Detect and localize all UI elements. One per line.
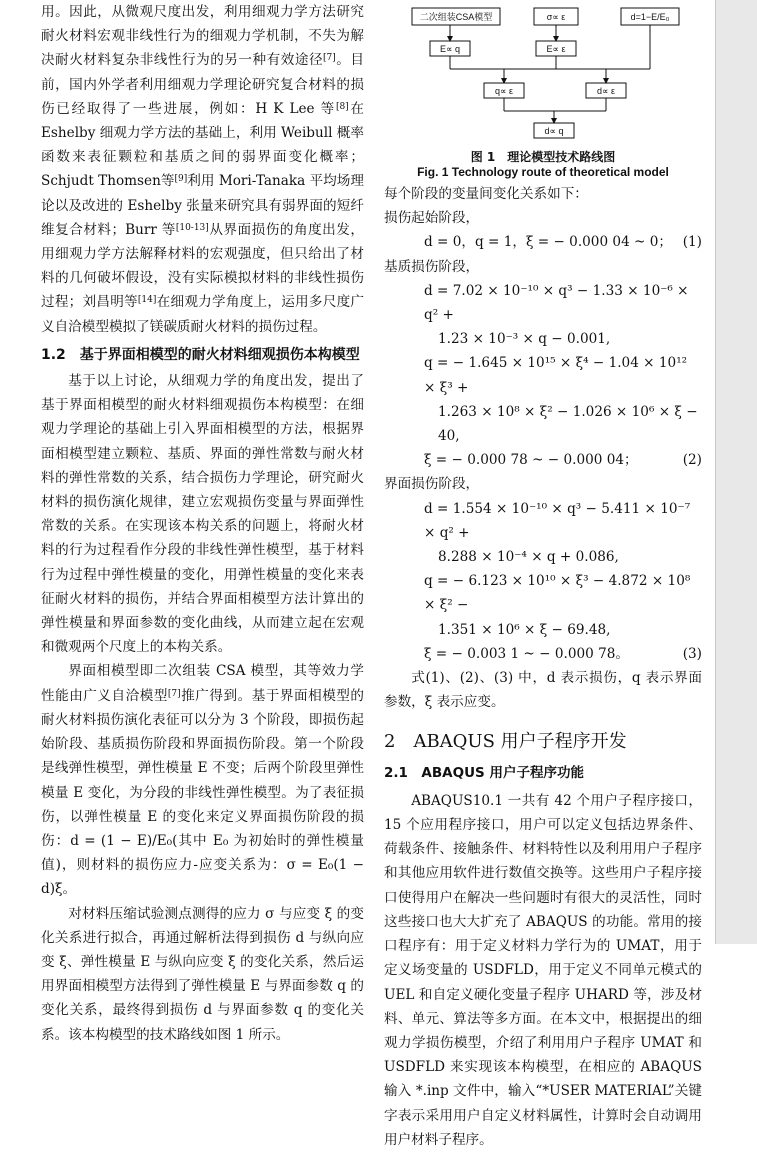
box-label: q∝ ε bbox=[495, 86, 513, 96]
box-label: d=1−E/E₀ bbox=[630, 12, 670, 22]
paragraph-fitting: 对材料压缩试验测点测得的应力 σ 与应变 ξ 的变化关系进行拟合，再通过解析法得到损伤 d 与纵向应变 ξ、弹性模量 E 与纵向应变 ξ 的变化关系，然后运用界面相模型方法得到了弹性模量 E 与界面参数 q 的变化关系，最终得到损伤 d 与界面参数 q 的变化关系。该本构模型的技术路线如图 1 所示。 bbox=[41, 905, 364, 1043]
stage-label: 界面损伤阶段， bbox=[384, 476, 480, 493]
citation: [14] bbox=[137, 295, 157, 306]
equation-3-line: d = 1.554 × 10⁻¹⁰ × q³ − 5.411 × 10⁻⁷ × q² + bbox=[424, 500, 691, 541]
box-label: E∝ ε bbox=[546, 44, 566, 54]
box-label: d∝ q bbox=[544, 126, 564, 136]
paragraph-interface-model: 界面相模型即二次组装 CSA 模型，其等效力学性能由广义自洽模型[7]推广得到。基于界面相模型的耐火材料损伤演化表征可以分为 3 个阶段，即损伤起始阶段、基质损伤阶段和界面损伤阶段。第一个阶段是线弹性模型，弹性模量 E 不变；后两个阶段里弹性模量 E 变化，为分段的非线性弹性模型。为了表征损伤，以弹性模量 E 的变化来定义界面损伤阶段的损伤：d = (1 − E)/E₀(其中 E₀ 为初始时的弹性模量值)，则材料的损伤应力-应变关系为：σ = E₀(1 − d)ξ。 bbox=[41, 663, 365, 898]
figure-caption bbox=[384, 150, 702, 180]
equation-2-line: ξ = − 0.000 78 ~ − 0.000 04； (2) bbox=[424, 452, 702, 469]
citation: [7] bbox=[167, 688, 181, 699]
citation: [8] bbox=[335, 101, 349, 112]
equation-2-line: q = − 1.645 × 10¹⁵ × ξ⁴ − 1.04 × 10¹² × ξ³ + bbox=[424, 355, 688, 396]
citation: [9] bbox=[174, 174, 188, 185]
caption-en: Fig. 1 Technology route of theoretical model bbox=[417, 165, 669, 179]
equation-3-line: 8.288 × 10⁻⁴ × q + 0.086, bbox=[438, 549, 619, 566]
equation-2-line: d = 7.02 × 10⁻¹⁰ × q³ − 1.33 × 10⁻⁶ × q² + bbox=[424, 282, 689, 324]
equation-3-line: q = − 6.123 × 10¹⁰ × ξ³ − 4.872 × 10⁸ × ξ² − bbox=[424, 573, 691, 614]
section-heading-2-1: 2.1 ABAQUS 用户子程序功能 bbox=[384, 764, 584, 781]
section-heading-2: 2 ABAQUS 用户子程序开发 bbox=[384, 731, 627, 753]
stage-intro: 每个阶段的变量间变化关系如下： bbox=[384, 186, 588, 202]
paragraph-model: 基于以上讨论，从细观力学的角度出发，提出了基于界面相模型的耐火材料细观损伤本构模型：在细观力学理论的基础上引入界面相模型的方法，根据界面相模型建立颗粒、基质、界面的弹性常数与耐火材料的弹性常数的关系，结合损伤力学理论，研究耐火材料的损伤演化规律，建立宏观损伤变量与界面弹性常数的关系。在实现该本构关系的问题上，将耐火材料的行为过程看作分段的非线性弹性模型，基于材料行为过程中弹性模量的变化，用弹性模量的变化来表征耐火材料的损伤，并结合界面相模型方法计算出的弹性模量和界面参数的变化曲线，从而建立起在宏观和微观两个尺度上的本构关系。 bbox=[41, 373, 364, 656]
caption-zh: 图 1 理论模型技术路线图 bbox=[470, 150, 616, 164]
section-heading-1-2: 1.2 基于界面相模型的耐火材料细观损伤本构模型 bbox=[41, 346, 360, 363]
equation-2-line: 1.263 × 10⁸ × ξ² − 1.026 × 10⁶ × ξ − 40, bbox=[438, 403, 698, 445]
paragraph-intro: 用。因此，从微观尺度出发，利用细观力学方法研究耐火材料宏观非线性行为的细观力学机制，不失为解决耐火材料复杂非线性行为的另一种有效途径[7]。目前，国内外学者利用细观力学理论研究复合材料的损伤已经取得了一些进展，例如：H K Lee 等[8]在 Eshelby 细观力学方法的基础上，利用 Weibull 概率函数来表征颗粒和基质之间的弱界面变化概率；Schjudt Thomsen等[9]利用 Mori-Tanaka 平均场理论以及改进的 Eshelby 张量来研究具有弱界面的短纤维复合材料；Burr 等[10-13]从界面损伤的角度出发，用细观力学方法解释材料的宏观强度，但只给出了材料的几何破坏假设，没有实际模拟材料的非线性损伤过程；刘昌明等[14]在细观力学角度上，运用多尺度广义自洽模型模拟了镁碳质耐火材料的损伤过程。 bbox=[41, 4, 365, 335]
window-frame-edge bbox=[715, 0, 757, 944]
equation-3-line: ξ = − 0.003 1 ~ − 0.000 78。 (3) bbox=[424, 645, 702, 662]
box-label: σ∝ ε bbox=[546, 12, 566, 22]
paragraph-symbols: 式(1)、(2)、(3) 中，d 表示损伤，q 表示界面参数，ξ 表示应变。 bbox=[384, 670, 702, 711]
stage-label: 损伤起始阶段， bbox=[384, 210, 480, 227]
equation-1: d = 0，q = 1，ξ = − 0.000 04 ~ 0； (1) bbox=[424, 234, 702, 251]
technology-route-diagram bbox=[384, 4, 702, 154]
stage-label: 基质损伤阶段， bbox=[384, 258, 480, 275]
equation-2-line: 1.23 × 10⁻³ × q − 0.001, bbox=[438, 331, 611, 348]
right-column bbox=[384, 182, 702, 1152]
box-label: 二次组装CSA模型 bbox=[419, 12, 493, 22]
left-column bbox=[41, 0, 364, 1047]
box-label: d∝ ε bbox=[597, 86, 615, 96]
paragraph-abaqus: ABAQUS10.1 一共有 42 个用户子程序接口，15 个应用程序接口，用户可以定义包括边界条件、荷载条件、接触条件、材料特性以及利用用户子程序和其他应用软件进行数值交换等。这些用户子程序接口使得用户在解决一些问题时有很大的灵活性，同时这些接口也大大扩充了 ABAQUS 的功能。常用的接口程序有：用于定义材料力学行为的 UMAT，用于定义场变量的 USDFLD，用于定义不同单元模式的 UEL 和自定义硬化变量子程序 UHARD 等，涉及材料、单元、算法等多方面。在本文中，根据提出的细观力学损伤模型，介绍了利用用户子程序 UMAT 和 USDFLD 来实现该本构模型，在相应的 ABAQUS 输入 *.inp 文件中，输入“*USER MATERIAL”关键字表示采用用户自定义材料属性，计算时会自动调用用户材料子程序。 bbox=[384, 792, 703, 1148]
equation-3-line: 1.351 × 10⁶ × ξ − 69.48, bbox=[438, 621, 611, 638]
citation: [7] bbox=[323, 53, 336, 64]
citation: [10-13] bbox=[175, 222, 209, 233]
box-label: E∝ q bbox=[440, 44, 460, 54]
